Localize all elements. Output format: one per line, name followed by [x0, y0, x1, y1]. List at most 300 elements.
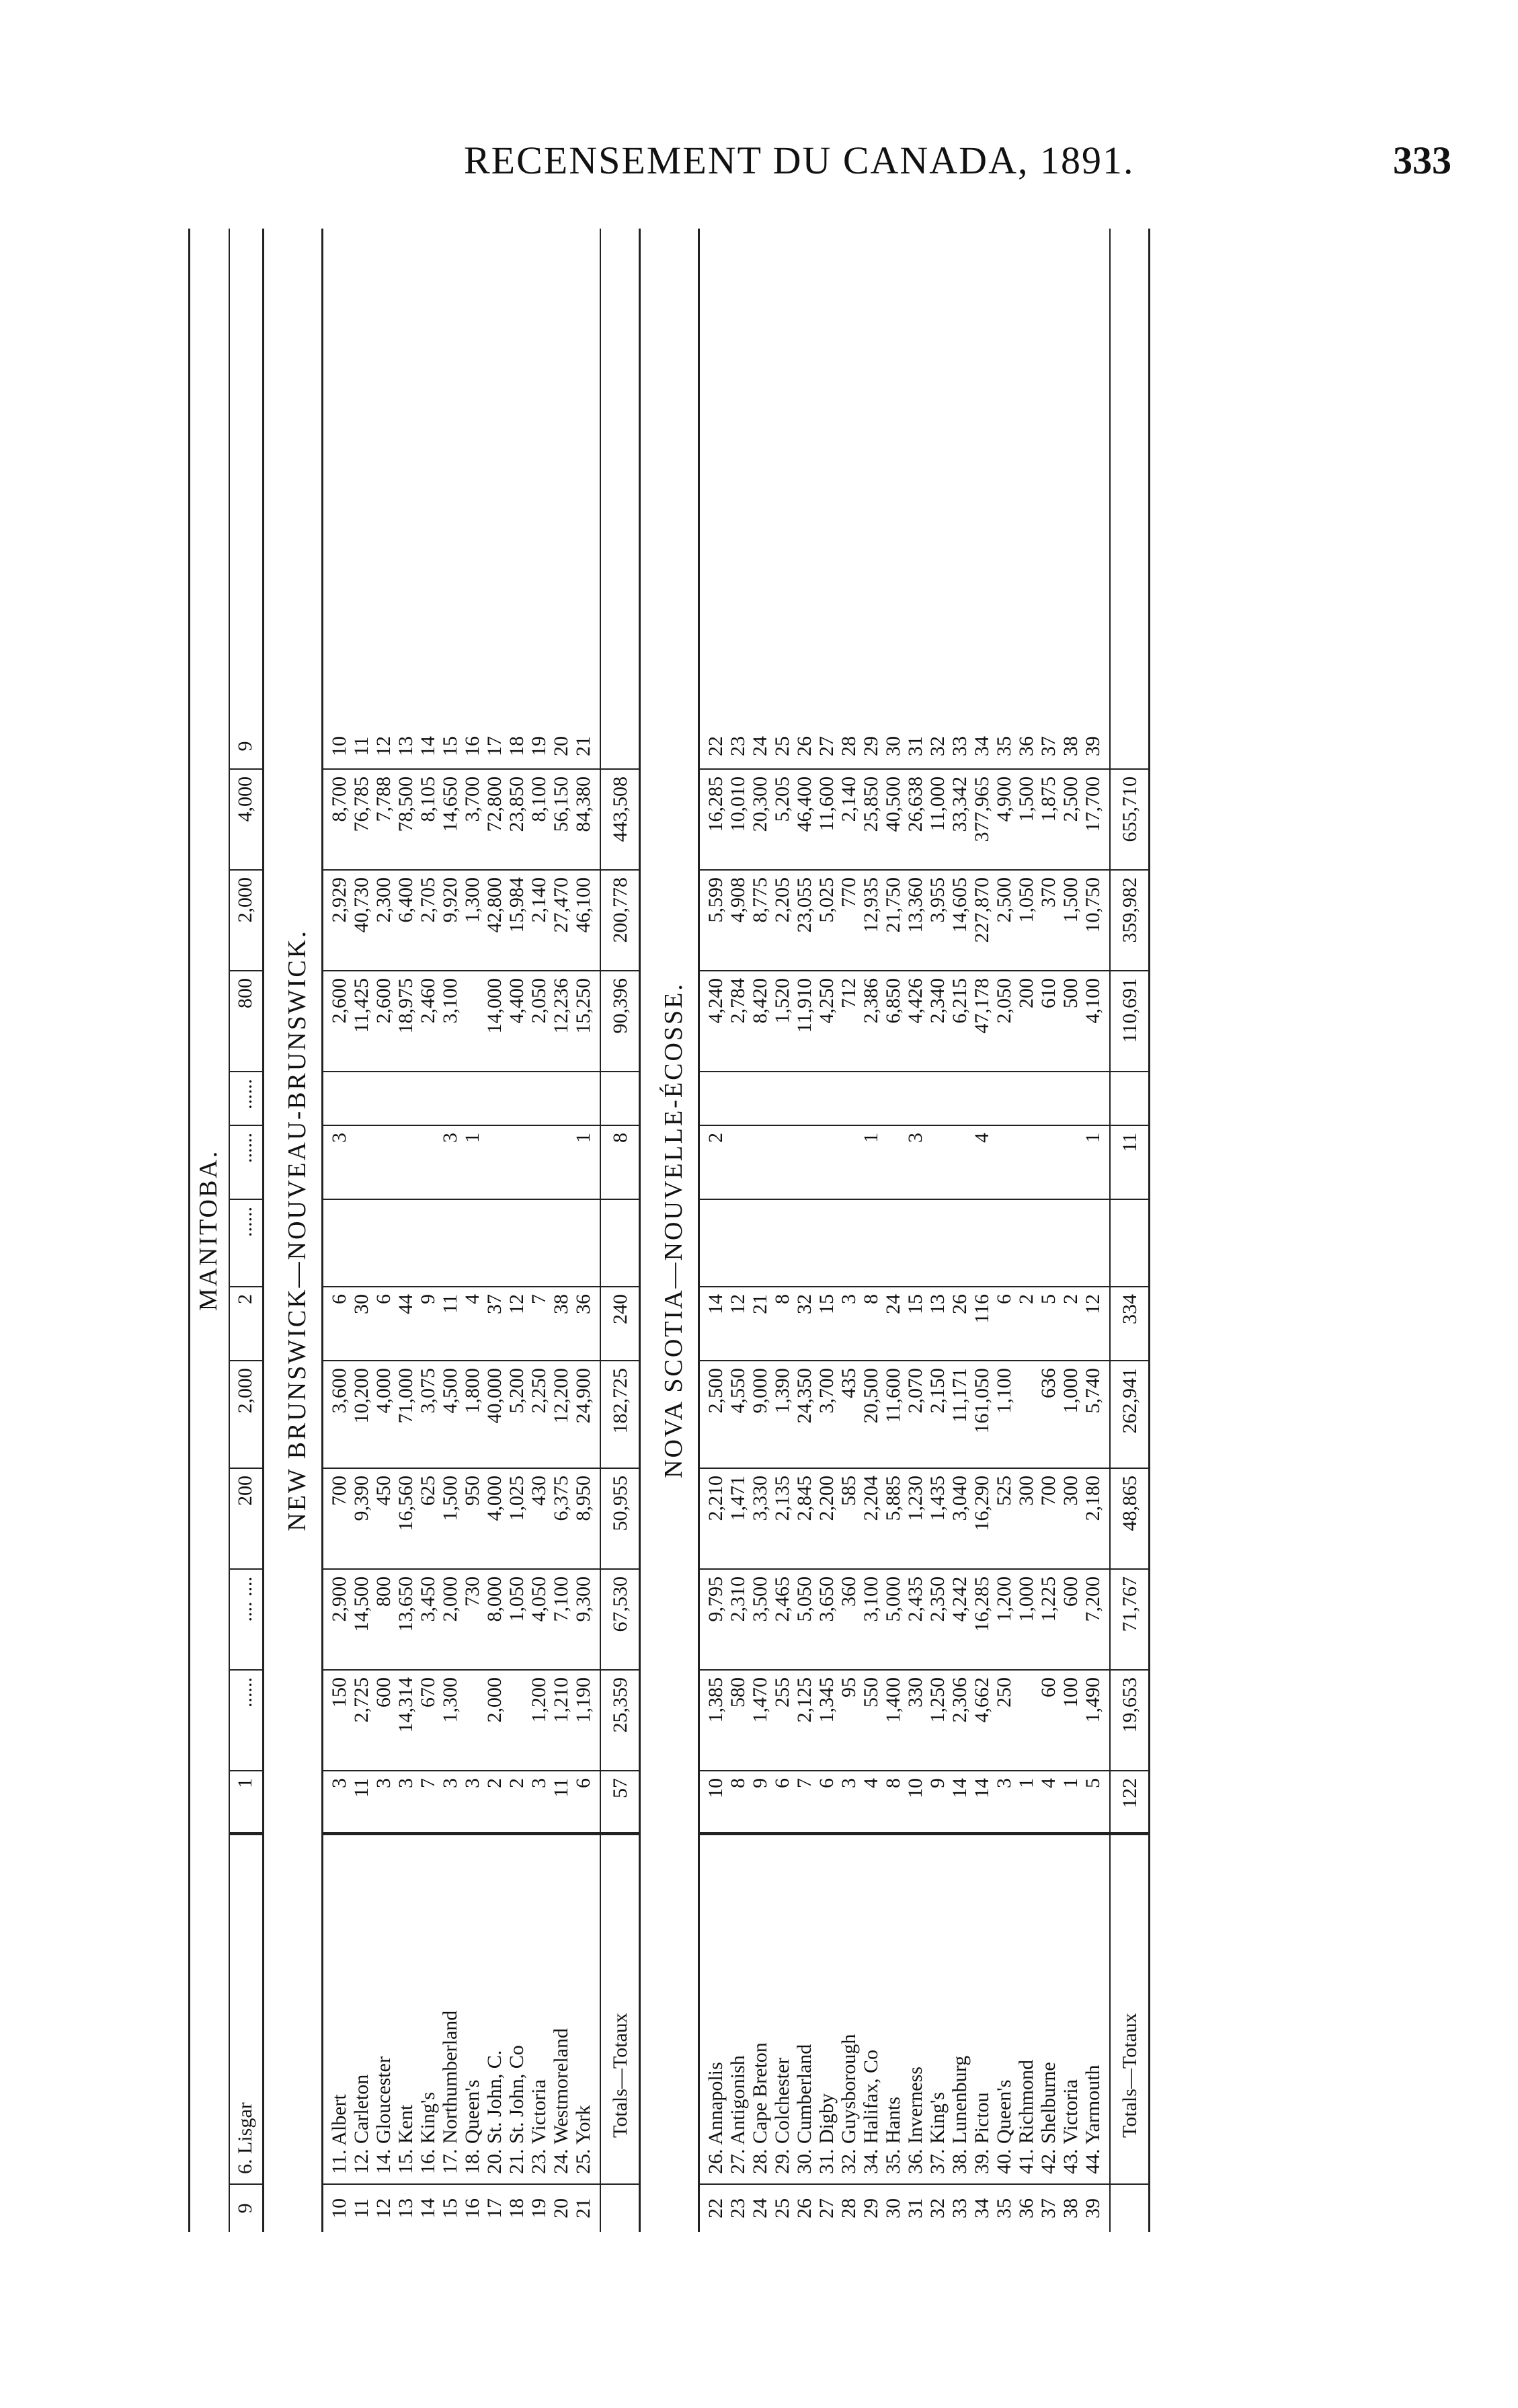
data-cell: 3 — [461, 1778, 483, 1788]
row-number: 26 — [793, 2198, 815, 2218]
data-cell: 1 — [1015, 1778, 1037, 1788]
data-cell: 800 — [234, 978, 256, 1008]
total-cell: 334 — [1119, 1294, 1141, 1324]
data-cell: 14,000 — [483, 978, 506, 1034]
data-cell: ...... — [234, 1677, 256, 1708]
data-cell: 40,730 — [350, 877, 372, 933]
data-cell: 14 — [971, 1778, 993, 1798]
data-cell: 10 — [904, 1778, 926, 1798]
row-number: 19 — [528, 736, 550, 756]
data-cell: 950 — [461, 1476, 483, 1506]
row-number: 16 — [461, 2198, 483, 2218]
total-cell: 67,530 — [609, 1576, 631, 1632]
row-number: 31 — [904, 736, 926, 756]
total-cell: 11 — [1119, 1133, 1141, 1152]
data-cell: 2,725 — [350, 1677, 372, 1723]
data-cell: 23,055 — [793, 877, 815, 933]
row-name: 31. Digby — [815, 2093, 838, 2174]
row-number: 35 — [993, 736, 1015, 756]
data-cell: 12,236 — [550, 978, 572, 1034]
data-cell: ...... — [234, 1079, 256, 1109]
column-rule — [321, 1669, 639, 1671]
column-rule — [321, 1125, 639, 1126]
row-number: 23 — [727, 2198, 749, 2218]
data-cell: 6 — [572, 1778, 594, 1788]
row-number: 17 — [483, 2198, 506, 2218]
data-cell: 2,205 — [771, 877, 793, 923]
row-name: 30. Cumberland — [793, 2044, 815, 2174]
column-rule — [229, 970, 262, 971]
data-cell: 10,200 — [350, 1368, 372, 1424]
data-cell: 4 — [971, 1133, 993, 1143]
column-rule — [321, 1770, 639, 1771]
column-rule — [229, 1125, 262, 1126]
data-cell: 2 — [506, 1778, 528, 1788]
data-cell: 3 — [838, 1778, 860, 1788]
column-rule — [698, 1199, 1148, 1200]
row-number: 22 — [705, 2198, 727, 2218]
column-rule — [698, 869, 1148, 871]
row-name: 25. York — [572, 2105, 594, 2174]
data-cell: 78,500 — [395, 776, 417, 832]
data-cell: 5,205 — [771, 776, 793, 822]
row-number: 31 — [904, 2198, 926, 2218]
data-cell: 3 — [328, 1133, 350, 1143]
row-number: 9 — [234, 2203, 256, 2214]
row-name: 12. Carleton — [350, 2074, 372, 2174]
row-number: 39 — [1082, 736, 1104, 756]
data-cell: 255 — [771, 1677, 793, 1708]
totals-label: Totals—Totaux — [1119, 2013, 1141, 2138]
row-number: 20 — [550, 736, 572, 756]
column-rule — [698, 768, 1148, 770]
data-cell: 3,500 — [749, 1576, 771, 1622]
data-cell: 13,650 — [395, 1576, 417, 1632]
data-cell: 7,200 — [1082, 1576, 1104, 1622]
total-cell: 48,865 — [1119, 1476, 1141, 1531]
data-cell: 1,390 — [771, 1368, 793, 1414]
data-cell: 3 — [395, 1778, 417, 1788]
data-cell: 6,215 — [949, 978, 971, 1024]
row-number: 20 — [550, 2198, 572, 2218]
row-name: 24. Westmoreland — [550, 2028, 572, 2174]
data-cell: 2,204 — [860, 1476, 882, 1521]
row-number: 37 — [1037, 736, 1060, 756]
row-number: 10 — [328, 2198, 350, 2218]
data-cell: 40,500 — [882, 776, 904, 832]
data-cell: 11,425 — [350, 978, 372, 1033]
data-cell: 7,100 — [550, 1576, 572, 1622]
data-cell: 625 — [417, 1476, 439, 1506]
row-number: 34 — [971, 736, 993, 756]
column-rule — [698, 1071, 1148, 1072]
data-cell: 435 — [838, 1368, 860, 1398]
row-number: 35 — [993, 2198, 1015, 2218]
total-cell: 200,778 — [609, 877, 631, 943]
data-cell: 2 — [483, 1778, 506, 1788]
total-cell: 262,941 — [1119, 1368, 1141, 1434]
row-name: 38. Lunenburg — [949, 2055, 971, 2174]
column-rule — [229, 869, 262, 871]
data-cell: 7 — [417, 1778, 439, 1788]
data-cell: 3 — [439, 1133, 461, 1143]
data-cell: 1 — [1082, 1133, 1104, 1143]
row-name: 42. Shelburne — [1037, 2062, 1060, 2174]
data-cell: 1,345 — [815, 1677, 838, 1723]
data-cell: 2,600 — [372, 978, 395, 1024]
data-cell: 2,500 — [993, 877, 1015, 923]
data-cell: 8 — [771, 1294, 793, 1304]
data-cell: 4,250 — [815, 978, 838, 1024]
page-title: RECENSEMENT DU CANADA, 1891. — [464, 138, 1135, 182]
data-cell: 525 — [993, 1476, 1015, 1506]
data-cell: 2,310 — [727, 1576, 749, 1622]
row-number: 28 — [838, 2198, 860, 2218]
data-cell: 7 — [528, 1294, 550, 1304]
data-cell: 11,171 — [949, 1368, 971, 1423]
data-cell: 20,500 — [860, 1368, 882, 1424]
data-cell: 6,850 — [882, 978, 904, 1024]
data-cell: 8 — [727, 1778, 749, 1788]
data-cell: 5,200 — [506, 1368, 528, 1414]
data-cell: 4,550 — [727, 1368, 749, 1414]
column-rule — [698, 970, 1148, 971]
row-number: 38 — [1060, 2198, 1082, 2218]
row-name: 21. St. John, Co — [506, 2045, 528, 2174]
column-rule — [229, 1669, 262, 1671]
column-rule — [229, 1286, 262, 1287]
row-name: 34. Halifax, Co — [860, 2050, 882, 2174]
data-cell: 1,470 — [749, 1677, 771, 1723]
data-cell: 24,900 — [572, 1368, 594, 1424]
data-cell: 3,700 — [461, 776, 483, 822]
data-cell: 37 — [483, 1294, 506, 1314]
data-cell: 2,000 — [234, 1368, 256, 1414]
data-cell: 430 — [528, 1476, 550, 1506]
data-cell: 3,100 — [439, 978, 461, 1024]
column-rule — [321, 1468, 639, 1469]
data-cell: 9,000 — [749, 1368, 771, 1414]
row-name: 29. Colchester — [771, 2057, 793, 2174]
data-cell: 200 — [1015, 978, 1037, 1008]
data-cell: 300 — [1015, 1476, 1037, 1506]
data-cell: 2 — [1060, 1294, 1082, 1304]
row-number: 36 — [1015, 2198, 1037, 2218]
data-cell: 95 — [838, 1677, 860, 1697]
data-cell: 72,800 — [483, 776, 506, 832]
data-cell: 1,385 — [705, 1677, 727, 1723]
row-number: 26 — [793, 736, 815, 756]
data-cell: ...... — [234, 1207, 256, 1237]
data-cell: 4,000 — [372, 1368, 395, 1414]
data-cell: 13 — [926, 1294, 949, 1314]
row-number: 13 — [395, 2198, 417, 2218]
data-cell: 1,800 — [461, 1368, 483, 1414]
data-cell: 4,050 — [528, 1576, 550, 1622]
data-cell: 2,140 — [528, 877, 550, 923]
data-cell: 700 — [1037, 1476, 1060, 1506]
data-cell: 370 — [1037, 877, 1060, 908]
row-number: 13 — [395, 736, 417, 756]
data-cell: 250 — [993, 1677, 1015, 1708]
column-rule — [698, 1125, 1148, 1126]
data-cell: 4,426 — [904, 978, 926, 1024]
data-cell: 11 — [350, 1778, 372, 1798]
row-name: 40. Queen's — [993, 2079, 1015, 2174]
section-title: NEW BRUNSWICK—NOUVEAU-BRUNSWICK. — [283, 929, 311, 1531]
rule — [1109, 229, 1111, 2232]
data-cell: 2,070 — [904, 1368, 926, 1414]
data-cell: 1,230 — [904, 1476, 926, 1521]
data-cell: 712 — [838, 978, 860, 1008]
data-cell: 1,210 — [550, 1677, 572, 1723]
row-name: 32. Guysborough — [838, 2034, 860, 2174]
row-number: 33 — [949, 2198, 971, 2218]
row-number: 28 — [838, 736, 860, 756]
data-cell: 11,600 — [815, 776, 838, 832]
data-cell: 9 — [417, 1294, 439, 1304]
data-cell: 4,240 — [705, 978, 727, 1024]
row-number: 29 — [860, 736, 882, 756]
data-cell: 2,250 — [528, 1368, 550, 1414]
column-rule — [321, 869, 639, 871]
data-cell: 26,638 — [904, 776, 926, 832]
total-cell: 90,396 — [609, 978, 631, 1034]
data-cell: 150 — [328, 1677, 350, 1708]
row-number: 34 — [971, 2198, 993, 2218]
data-cell: 227,870 — [971, 877, 993, 943]
data-cell: 8 — [860, 1294, 882, 1304]
data-cell: 16,560 — [395, 1476, 417, 1531]
data-cell: 4 — [1037, 1778, 1060, 1788]
data-cell: 2,600 — [328, 978, 350, 1024]
row-name: 16. King's — [417, 2091, 439, 2174]
data-cell: 4,242 — [949, 1576, 971, 1622]
row-name: 26. Annapolis — [705, 2062, 727, 2174]
data-cell: 16,285 — [705, 776, 727, 832]
data-cell: 1,490 — [1082, 1677, 1104, 1723]
data-cell: 2,150 — [926, 1368, 949, 1414]
census-table — [168, 229, 1445, 2232]
row-number: 36 — [1015, 736, 1037, 756]
data-cell: 1,250 — [926, 1677, 949, 1723]
row-number: 38 — [1060, 736, 1082, 756]
data-cell: 5,050 — [793, 1576, 815, 1622]
data-cell: 1,435 — [926, 1476, 949, 1521]
row-number: 32 — [926, 2198, 949, 2218]
data-cell: 40,000 — [483, 1368, 506, 1424]
data-cell: 27,470 — [550, 877, 572, 933]
data-cell: 8 — [882, 1778, 904, 1788]
data-cell: 11 — [439, 1294, 461, 1314]
section-title: NOVA SCOTIA—NOUVELLE-ÉCOSSE. — [660, 982, 688, 1478]
data-cell: 9,390 — [350, 1476, 372, 1521]
data-cell: 2,460 — [417, 978, 439, 1024]
total-cell: 50,955 — [609, 1476, 631, 1531]
data-cell: 4 — [461, 1294, 483, 1304]
section-title: MANITOBA. — [194, 1149, 223, 1312]
column-rule — [229, 1770, 262, 1771]
data-cell: 1,875 — [1037, 776, 1060, 822]
row-name: 18. Queen's — [461, 2079, 483, 2174]
data-cell: 1,500 — [1060, 877, 1082, 923]
column-rule — [698, 1286, 1148, 1287]
column-rule — [321, 1199, 639, 1200]
data-cell: 2,000 — [234, 877, 256, 923]
data-cell: 2 — [234, 1294, 256, 1304]
row-name: 6. Lisgar — [234, 2102, 256, 2174]
data-cell: 6 — [815, 1778, 838, 1788]
data-cell: 5,025 — [815, 877, 838, 923]
data-cell: 4,000 — [234, 776, 256, 822]
data-cell: 12 — [506, 1294, 528, 1314]
row-name: 15. Kent — [395, 2104, 417, 2174]
data-cell: 2,386 — [860, 978, 882, 1024]
data-cell: 1,025 — [506, 1476, 528, 1521]
row-number: 12 — [372, 736, 395, 756]
data-cell: 20,300 — [749, 776, 771, 832]
totals-label: Totals—Totaux — [609, 2013, 631, 2138]
data-cell: 3,600 — [328, 1368, 350, 1414]
data-cell: 1,050 — [506, 1576, 528, 1622]
data-cell: 585 — [838, 1476, 860, 1506]
row-name: 17. Northumberland — [439, 2010, 461, 2174]
data-cell: 11,600 — [882, 1368, 904, 1423]
data-cell: 16,290 — [971, 1476, 993, 1531]
data-cell: 2,300 — [372, 877, 395, 923]
column-rule — [321, 1071, 639, 1072]
row-number: 24 — [749, 736, 771, 756]
column-rule — [229, 1568, 262, 1570]
row-number: 19 — [528, 2198, 550, 2218]
data-cell: 10,010 — [727, 776, 749, 832]
data-cell: 3 — [904, 1133, 926, 1143]
data-cell: 5,000 — [882, 1576, 904, 1622]
data-cell: 18,975 — [395, 978, 417, 1034]
column-rule — [698, 1832, 1148, 1835]
data-cell: 4,662 — [971, 1677, 993, 1723]
data-cell: 1,400 — [882, 1677, 904, 1723]
total-cell: 240 — [609, 1294, 631, 1324]
data-cell: 11 — [550, 1778, 572, 1798]
data-cell: 3,040 — [949, 1476, 971, 1521]
column-rule — [321, 2183, 639, 2185]
row-number: 12 — [372, 2198, 395, 2218]
row-number: 23 — [727, 736, 749, 756]
data-cell: 4,000 — [483, 1476, 506, 1521]
data-cell: 2 — [1015, 1294, 1037, 1304]
row-number: 25 — [771, 736, 793, 756]
column-rule — [229, 1360, 262, 1361]
row-number: 21 — [572, 2198, 594, 2218]
rule — [262, 229, 264, 2232]
data-cell: 1,471 — [727, 1476, 749, 1521]
data-cell: 3 — [993, 1778, 1015, 1788]
data-cell: 2,050 — [993, 978, 1015, 1024]
data-cell: 14,605 — [949, 877, 971, 933]
row-number: 21 — [572, 736, 594, 756]
data-cell: 2,705 — [417, 877, 439, 923]
data-cell: 5 — [1082, 1778, 1104, 1788]
data-cell: 1,200 — [993, 1576, 1015, 1622]
rule — [698, 229, 700, 2232]
data-cell: 636 — [1037, 1368, 1060, 1398]
data-cell: 1,300 — [461, 877, 483, 923]
data-cell: 2,140 — [838, 776, 860, 822]
data-cell: 6,400 — [395, 877, 417, 923]
total-cell: 8 — [609, 1133, 631, 1143]
data-cell: 3 — [328, 1778, 350, 1788]
data-cell: 14,500 — [350, 1576, 372, 1632]
data-cell: 5,599 — [705, 877, 727, 923]
data-cell: 116 — [971, 1294, 993, 1324]
rule — [639, 229, 641, 2232]
data-cell: 610 — [1037, 978, 1060, 1008]
data-cell: 6 — [328, 1294, 350, 1304]
data-cell: 4,908 — [727, 877, 749, 923]
data-cell: 5,740 — [1082, 1368, 1104, 1414]
column-rule — [698, 1669, 1148, 1671]
data-cell: 84,380 — [572, 776, 594, 832]
data-cell: 2,350 — [926, 1576, 949, 1622]
data-cell: 6 — [993, 1294, 1015, 1304]
data-cell: 7,788 — [372, 776, 395, 822]
data-cell: 8,100 — [528, 776, 550, 822]
data-cell: 730 — [461, 1576, 483, 1607]
data-cell: 2,500 — [705, 1368, 727, 1414]
rule — [600, 229, 601, 2232]
column-rule — [698, 1568, 1148, 1570]
data-cell: 1,000 — [1015, 1576, 1037, 1622]
data-cell: 10,750 — [1082, 877, 1104, 933]
row-name: 43. Victoria — [1060, 2079, 1082, 2174]
row-number: 15 — [439, 2198, 461, 2218]
data-cell: 377,965 — [971, 776, 993, 842]
rule — [188, 229, 190, 2232]
data-cell: 600 — [1060, 1576, 1082, 1607]
data-cell: 1 — [1060, 1778, 1082, 1788]
data-cell: 10 — [705, 1778, 727, 1798]
data-cell: 1,500 — [439, 1476, 461, 1521]
row-name: 28. Cape Breton — [749, 2042, 771, 2174]
row-number: 14 — [417, 736, 439, 756]
data-cell: 2,784 — [727, 978, 749, 1024]
data-cell: 3,075 — [417, 1368, 439, 1414]
data-cell: 770 — [838, 877, 860, 908]
total-cell: 655,710 — [1119, 776, 1141, 842]
row-number: 37 — [1037, 2198, 1060, 2218]
total-cell: 19,653 — [1119, 1677, 1141, 1733]
data-cell: 9 — [926, 1778, 949, 1788]
data-cell: 12,935 — [860, 877, 882, 933]
data-cell: 2,200 — [815, 1476, 838, 1521]
data-cell: 14,314 — [395, 1677, 417, 1733]
row-number: 25 — [771, 2198, 793, 2218]
page-header — [0, 0, 1518, 215]
data-cell: 8,420 — [749, 978, 771, 1024]
data-cell: 4,900 — [993, 776, 1015, 822]
data-cell: 5,885 — [882, 1476, 904, 1521]
data-cell: 700 — [328, 1476, 350, 1506]
row-name: 44. Yarmouth — [1082, 2064, 1104, 2174]
data-cell: 200 — [234, 1476, 256, 1506]
column-rule — [698, 1360, 1148, 1361]
data-cell: 2,900 — [328, 1576, 350, 1622]
data-cell: 8,105 — [417, 776, 439, 822]
column-rule — [321, 1286, 639, 1287]
data-cell: 12,200 — [550, 1368, 572, 1424]
data-cell: 3,100 — [860, 1576, 882, 1622]
